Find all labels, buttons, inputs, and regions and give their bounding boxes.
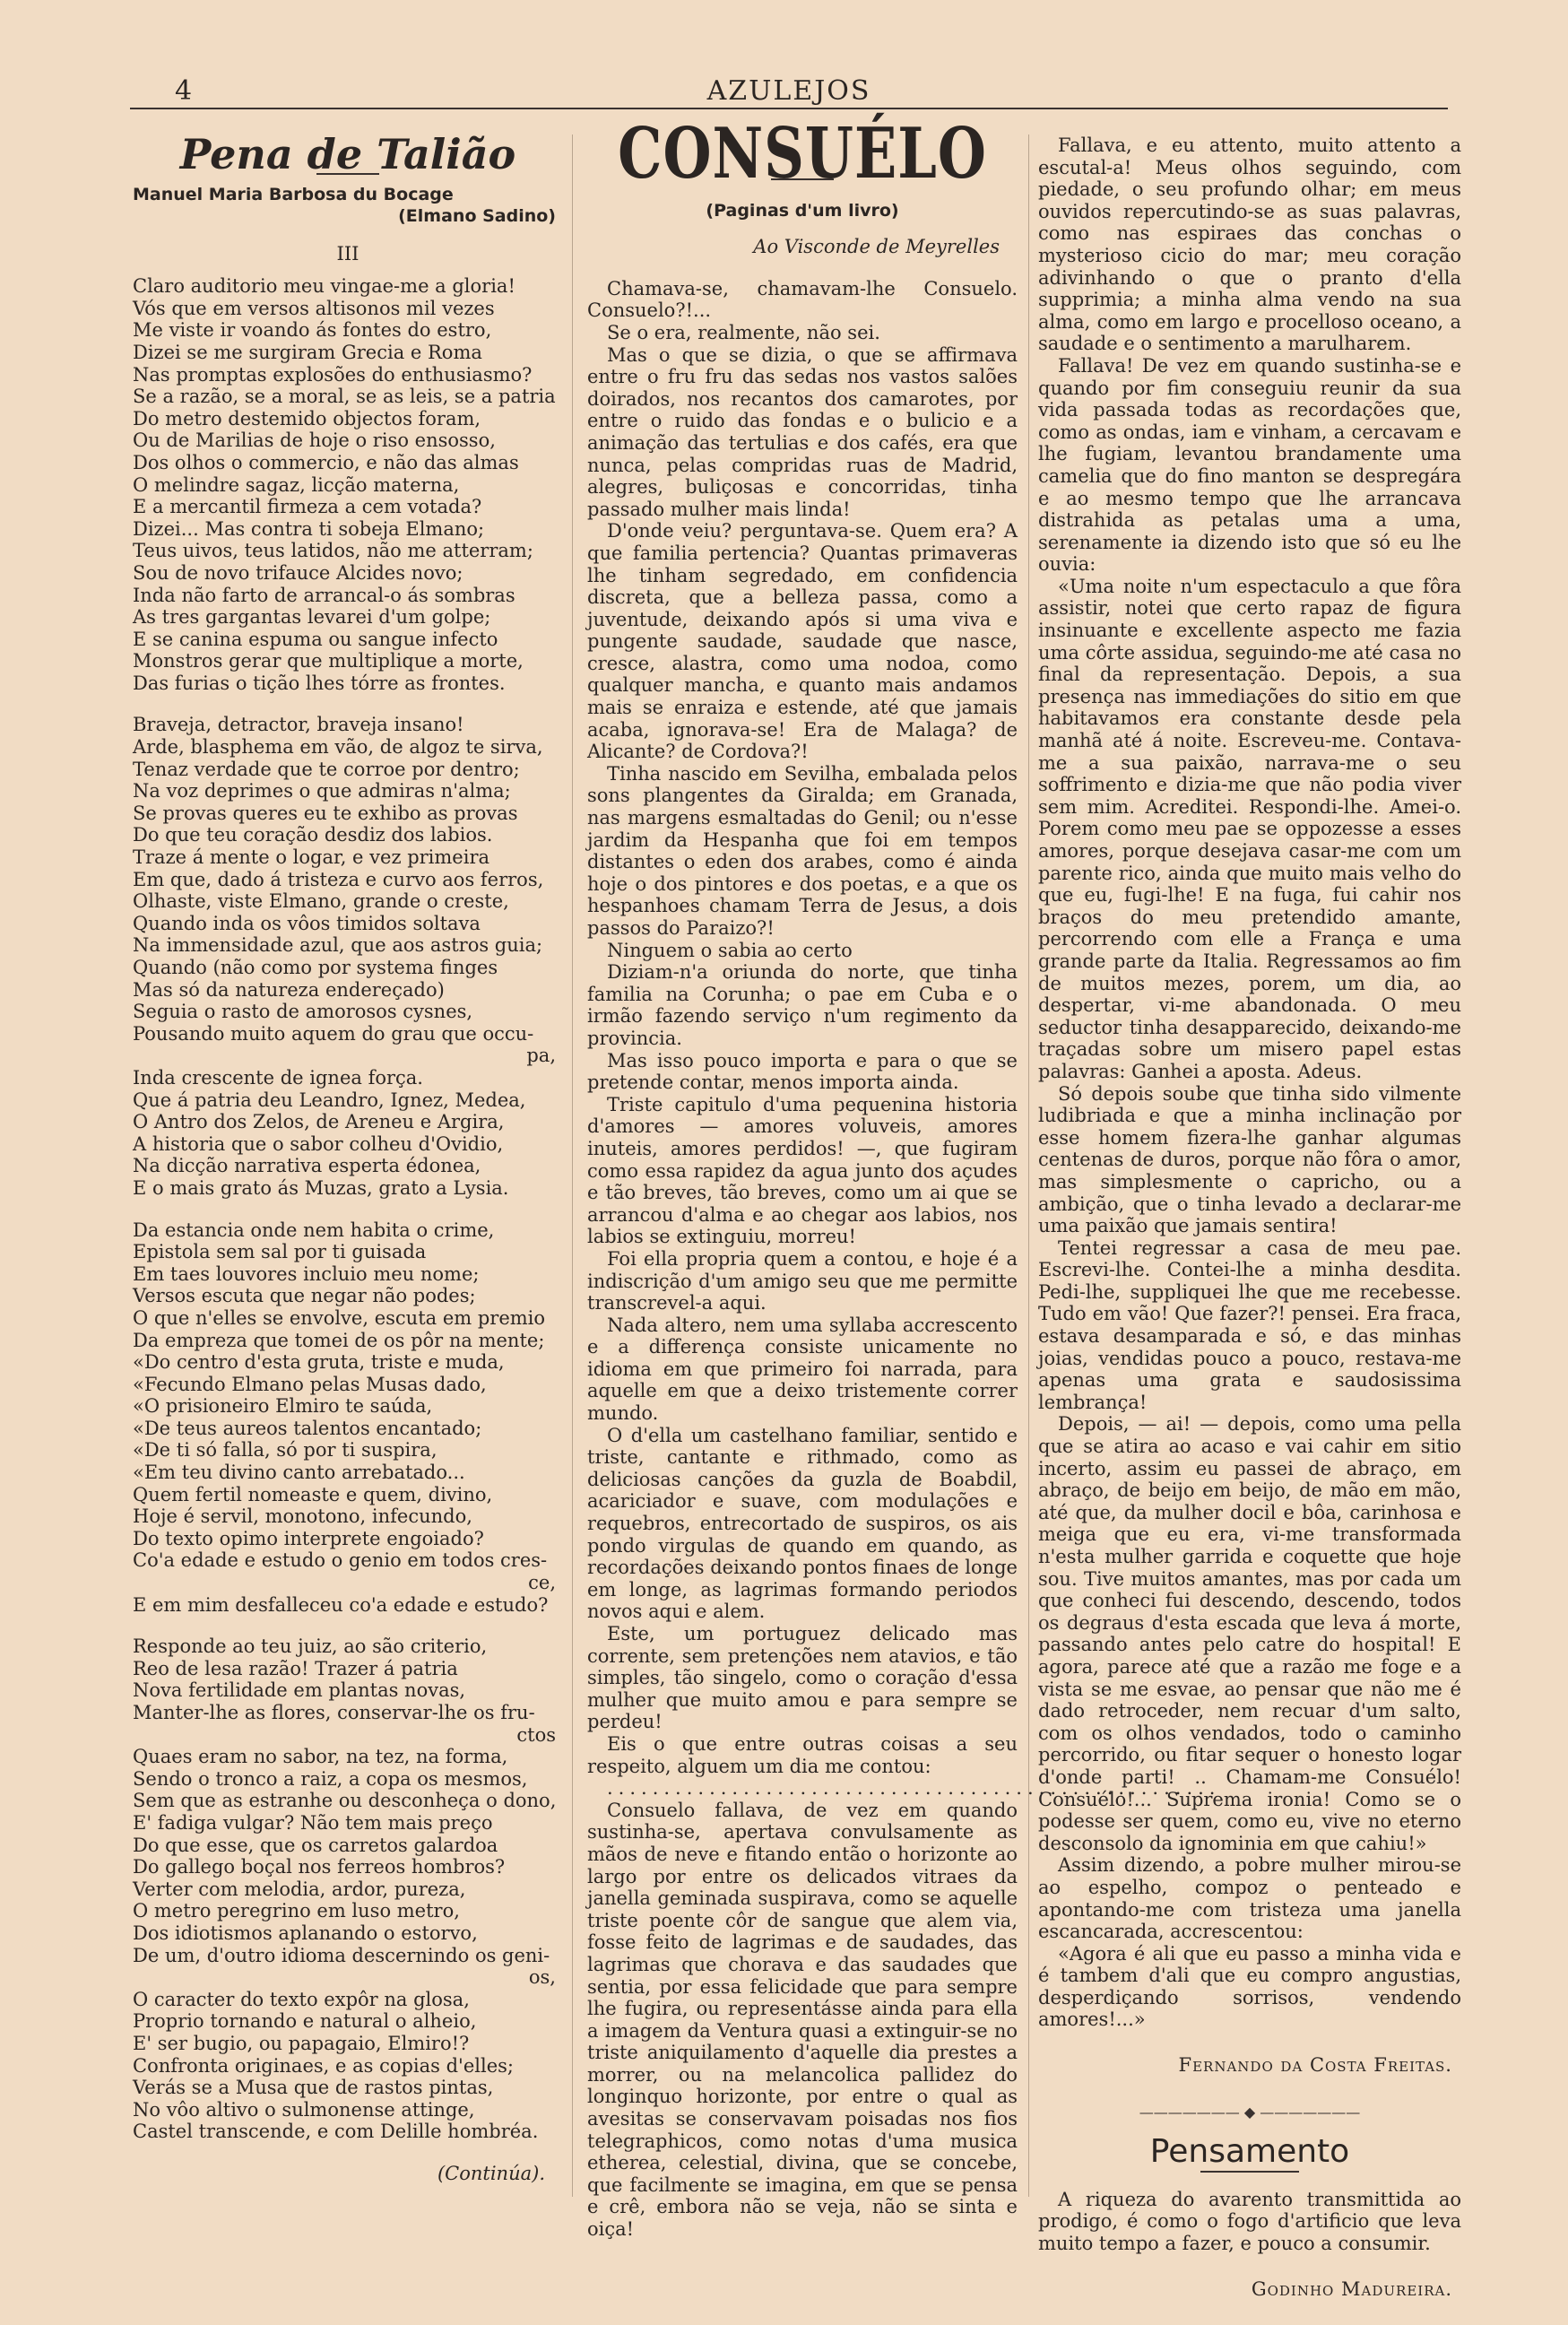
poem-line: Em que, dado á tristeza e curvo aos ferros, bbox=[133, 868, 544, 890]
story-subtitle: (Paginas d'um livro) bbox=[706, 200, 899, 221]
story-paragraph: Tentei regressar a casa de meu pae. Escrevi-lhe. Contei-lhe a minha desdita. Pedi-lhe, suppliquei lhe que me recebesse. Tudo em vão! Que fazer?! pensei. Era fraca, estava desamparada e só, e das minhas joias, vendidas pouco a pouco, restava-me apenas uma grata e saudosissima lembrança! bbox=[1038, 1236, 1461, 1413]
story-paragraph: Depois, — ai! — depois, como uma pella que se atira ao acaso e vai cahir em sitio incerto, assim eu passei de abraço, em abraço, de beijo em beijo, de mão em mão, até que, da mulher docil e bôa, carinhosa e meiga que eu era, vi-me transformada n'esta mulher garrida e coquette que hoje sou. Tive muitos amantes, mas por cada um que conheci fui descendo, descendo, todos os degraus d'esta escada que leva á morte, passando antes pelo catre do hospital! E agora, parece até que a razão me foge e a vista se me esvae, ao pensar que não me é dado retroceder, nem recuar d'um salto, com os olhos vendados, todo o caminho percorrido, ou fitar sequer o honesto logar d'onde parti! .. Chamam-me Consuélo! Consuélo!... Suprema ironia! Como se o podesse ser quem, como eu, vive no eterno desconsolo da ignominia em que cahiu!» bbox=[1038, 1413, 1461, 1854]
poem-line: No vôo altivo o sulmonense attinge, bbox=[133, 2098, 475, 2121]
poem-line: Quando (não como por systema finges bbox=[133, 957, 498, 978]
story-body-part-1 bbox=[587, 277, 1221, 2241]
story-paragraph: D'onde veiu? perguntava-se. Quem era? A que familia pertencia? Quantas primaveras lhe tinham segredado, em confidencia discreta, que a belleza passa, como a juventude, deixando após si uma viva e pungente saudade, saudade que nasce, cresce, alastra, como uma nodoa, como qualquer mancha, e quanto mais andamos mais se enraiza e estende, até que jamais acaba, ignorava-se! Era de Malaga? de Alicante? de Cordova?! bbox=[587, 520, 1018, 763]
poem-line: Do que teu coração desdiz dos labios. bbox=[133, 824, 493, 846]
poem-line: Responde ao teu juiz, ao são criterio, bbox=[133, 1635, 488, 1658]
poem-line: Seguia o rasto de amorosos cysnes, bbox=[133, 1001, 473, 1023]
ornament-divider: ——————— ◆ ——————— bbox=[1139, 2103, 1361, 2121]
continued-note: (Continúa). bbox=[437, 2162, 545, 2184]
poem-line: Tenaz verdade que te corroe por dentro; bbox=[133, 758, 520, 780]
poem-line: pa, bbox=[526, 1045, 556, 1067]
story-paragraph: Nada altero, nem uma syllaba accrescento e a differença consiste unicamente no idioma em que primeiro foi narrada, para aquelle em que a deixo tristemente correr mundo. bbox=[587, 1314, 1018, 1425]
story-paragraph: Consuelo fallava, de vez em quando sustinha-se, apertava convulsamente as mãos de neve e fitando então o horizonte ao largo por entre os delicados vitraes da janella geminada suspirava, como se aquelle triste poente côr de sangue que alem via, fosse feito de lagrimas e de saudades, das lagrimas que chorava e das saudades que sentia, por essa felicidade que para sempre lhe fugira, ou representásse ainda para ella a imagem da Ventura quasi a extinguir-se no triste aniquilamento d'aquelle dia prestes a morrer, ou na melancolica pallidez do longinquo horizonte, por entre o qual as avesitas se conservavam poisadas nos fios telegraphicos, como notas d'uma musica etherea, celestial, divina, que se concebe, que facilmente se imagina, em que se pensa e crê, embora não se veja, não se sinta e oiça! bbox=[587, 1799, 1018, 2241]
poem-line: «De teus aureos talentos encantado; bbox=[133, 1417, 482, 1439]
poem-line: Inda crescente de ignea força. bbox=[133, 1066, 423, 1089]
story-paragraph: Este, um portuguez delicado mas corrente, sem pretenções nem atavios, e tão simples, tão singelo, como o coração d'essa mulher que muito amou e para sempre se perdeu! bbox=[587, 1623, 1018, 1733]
poem-line: Quem fertil nomeaste e quem, divino, bbox=[133, 1483, 493, 1505]
poem-line: Inda não farto de arrancal-o ás sombras bbox=[133, 584, 515, 606]
poem-line: Quando inda os vôos timidos soltava bbox=[133, 912, 481, 934]
poem-line: O caracter do texto expôr na glosa, bbox=[133, 1988, 470, 2010]
poem-line: Se a razão, se a moral, se as leis, se a patria bbox=[133, 386, 556, 408]
poem-line: Verás se a Musa que de rastos pintas, bbox=[133, 2077, 494, 2099]
story-paragraph: Assim dizendo, a pobre mulher mirou-se ao espelho, compoz o penteado e apontando-me com tristeza uma janella escancarada, accrescentou: bbox=[1038, 1854, 1461, 1943]
poem-line: Da estancia onde nem habita o crime, bbox=[133, 1219, 495, 1241]
poem-line: Pousando muito aquem do grau que occu- bbox=[133, 1022, 534, 1045]
story-paragraph: «Uma noite n'um espectaculo a que fôra assistir, notei que certo rapaz de figura insinuante e excellente aspecto me fazia uma côrte assidua, seguindo-me até casa no final da representação. Depois, a sua presença nas immediações do sitio em que habitavamos era constante desde pela manhã até á noite. Escreveu-me. Contava-me a sua paixão, narrava-me o seu soffrimento e dizia-me que não podia viver sem mim. Acreditei. Respondi-lhe. Amei-o. Porem como meu pae se oppozesse a esses amores, porque desejava casar-me com um parente rico, ainda que muito mais velho do que eu, fugi-lhe! E na fuga, fui cahir nos braços do meu pretendido amante, percorrendo com elle a França e uma grande parte da Italia. Regressamos ao fim de muitos mezes, porem, um dia, ao despertar, vi-me abandonada. O meu seductor tinha desapparecido, deixando-me traçadas sobre um misero papel estas palavras: Ganhei a aposta. Adeus. bbox=[1038, 575, 1461, 1082]
poem-line: Monstros gerar que multiplique a morte, bbox=[133, 650, 524, 672]
page-header bbox=[130, 72, 1448, 117]
poem-author: Manuel Maria Barbosa du Bocage bbox=[133, 184, 454, 204]
story-body-part-2 bbox=[1038, 134, 1461, 2031]
poem-stanza bbox=[133, 1635, 563, 2143]
poem-line: Em taes louvores incluio meu nome; bbox=[133, 1262, 480, 1285]
publication-title: AZULEJOS bbox=[706, 75, 871, 107]
story-signature: Fernando da Costa Freitas. bbox=[1178, 2054, 1452, 2077]
poem-line: Vós que em versos altisonos mil vezes bbox=[133, 297, 495, 319]
poem-line: Nova fertilidade em plantas novas, bbox=[133, 1679, 466, 1702]
poem-line: Me viste ir voando ás fontes do estro, bbox=[133, 319, 492, 342]
poem-line: Hoje é servil, monotono, infecundo, bbox=[133, 1505, 472, 1528]
story-continuation-column bbox=[1038, 134, 1461, 2325]
poem-part-number: III bbox=[336, 242, 360, 265]
poem-line: Reo de lesa razão! Trazer á patria bbox=[133, 1657, 458, 1679]
poem-line: Braveja, detractor, braveja insano! bbox=[133, 714, 464, 736]
header-rule bbox=[130, 108, 1448, 109]
story-dedication: Ao Visconde de Meyrelles bbox=[753, 236, 1000, 258]
poem-line: Confronta originaes, e as copias d'elles; bbox=[133, 2054, 514, 2077]
poem-column bbox=[133, 130, 563, 2184]
poem-line: ce, bbox=[528, 1572, 556, 1594]
poem-line: Na immensidade azul, que aos astros guia; bbox=[133, 934, 543, 957]
poem-line: Das furias o tição lhes tórre as frontes. bbox=[133, 672, 506, 694]
poem-line: As tres gargantas levarei d'um golpe; bbox=[133, 606, 491, 629]
page-number: 4 bbox=[175, 75, 193, 107]
thought-signature: Godinho Madureira. bbox=[1251, 2277, 1452, 2300]
thought-text: A riqueza do avarento transmittida ao prodigo, é como o fogo d'artificio que leva muito tempo a fazer, e pouco a consumir. bbox=[1038, 2188, 1461, 2255]
story-paragraph: Mas o que se dizia, o que se affirmava entre o fru fru das sedas nos vastos salões doirados, nos recantos dos camarotes, por entre o ruido das fondas e o bulicio e a animação das tertulias e dos cafés, era que nunca, pelas compridas ruas de Madrid, alegres, buliçosas e concorridas, tinha passado mulher mais linda! bbox=[587, 343, 1018, 520]
poem-line: Manter-lhe as flores, conservar-lhe os fru- bbox=[133, 1702, 535, 1723]
column-divider bbox=[572, 134, 573, 2197]
poem-line: Dizei... Mas contra ti sobeja Elmano; bbox=[133, 517, 485, 540]
poem-pseudonym: (Elmano Sadino) bbox=[398, 205, 556, 226]
poem-body bbox=[133, 275, 563, 2143]
story-paragraph: Foi ella propria quem a contou, e hoje é a indiscrição d'um amigo seu que me permitte transcrevel-a aqui. bbox=[587, 1247, 1018, 1314]
poem-line: Sem que as estranhe ou desconheça o dono, bbox=[133, 1790, 557, 1812]
thought-rule bbox=[1200, 2171, 1299, 2173]
poem-title: Pena de Talião bbox=[179, 130, 516, 178]
story-paragraph: Eis o que entre outras coisas a seu respeito, alguem um dia me contou: bbox=[587, 1732, 1018, 1777]
poem-line: O Antro dos Zelos, de Areneu e Argira, bbox=[133, 1111, 505, 1133]
story-paragraph: Fallava! De vez em quando sustinha-se e quando por fim conseguiu reunir da sua vida passada todas as recordações que, como as ondas, iam e vinham, a cercavam e lhe fugiam, levantou brandamente uma camelia que do fino manton se despregára e ao mesmo tempo que lhe arrancava distrahida as petalas uma a uma, serenamente ia dizendo isto que só eu lhe ouvia: bbox=[1038, 354, 1461, 576]
poem-line: Na dicção narrativa esperta édonea, bbox=[133, 1155, 481, 1177]
poem-line: E se canina espuma ou sangue infecto bbox=[133, 628, 498, 650]
thought-title: Pensamento bbox=[1149, 2133, 1350, 2171]
poem-line: Proprio tornando e natural o alheio, bbox=[133, 2010, 477, 2033]
poem-line: De um, d'outro idioma descernindo os geni- bbox=[133, 1944, 550, 1966]
story-column bbox=[587, 112, 1221, 2241]
poem-line: Sendo o tronco a raiz, a copa os mesmos, bbox=[133, 1767, 528, 1790]
poem-line: Na voz deprimes o que admiras n'alma; bbox=[133, 780, 511, 802]
story-paragraph: O d'ella um castelhano familiar, sentido e triste, cantante e rithmado, como as deliciosas canções da guzla de Boabdil, acariciador e suave, com modulações e requebros, entrecortado de suspiros, os ais pondo virgulas de quando em quando, as recordações deixando pontos finaes de longe em longe, as lagrimas formando periodos novos aqui e alem. bbox=[587, 1424, 1018, 1623]
poem-line: Arde, blasphema em vão, de algoz te sirva, bbox=[133, 736, 543, 759]
poem-line: O melindre sagaz, licção materna, bbox=[133, 473, 460, 496]
poem-line: ctos bbox=[516, 1723, 556, 1746]
poem-line: os, bbox=[528, 1966, 556, 1989]
poem-line: O metro peregrino em luso metro, bbox=[133, 1900, 460, 1922]
poem-line: Quaes eram no sabor, na tez, na forma, bbox=[133, 1746, 508, 1768]
poem-line: Traze á mente o logar, e vez primeira bbox=[133, 846, 490, 869]
story-paragraph: Chamava-se, chamavam-lhe Consuelo. Consuelo?!... bbox=[587, 277, 1018, 322]
poem-line: «Do centro d'esta gruta, triste e muda, bbox=[133, 1351, 505, 1374]
poem-line: Da empreza que tomei de os pôr na mente; bbox=[133, 1329, 545, 1351]
poem-line: «De ti só falla, só por ti suspira, bbox=[133, 1439, 437, 1462]
poem-stanza bbox=[133, 275, 563, 694]
poem-line: E em mim desfalleceu co'a edade e estudo? bbox=[133, 1593, 549, 1616]
poem-line: Do que esse, que os carretos galardoa bbox=[133, 1834, 498, 1856]
poem-stanza bbox=[133, 714, 563, 1199]
poem-line: Claro auditorio meu vingae-me a gloria! bbox=[133, 275, 515, 298]
poem-line: Co'a edade e estudo o genio em todos cres- bbox=[133, 1549, 548, 1572]
poem-line: Nas promptas explosões do enthusiasmo? bbox=[133, 363, 533, 386]
poem-line: E' ser bugio, ou papagaio, Elmiro!? bbox=[133, 2032, 470, 2054]
story-title: CONSUÉLO bbox=[618, 112, 987, 195]
poem-line: Se provas queres eu te exhibo as provas bbox=[133, 802, 518, 824]
column-divider bbox=[1028, 134, 1029, 2197]
poem-line: E a mercantil firmeza a cem votada? bbox=[133, 496, 482, 518]
story-paragraph: Tinha nascido em Sevilha, embalada pelos sons plangentes da Giralda; em Granada, nas margens esmaltadas do Genil; ou n'esse jardim da Hespanha que foi em tempos distantes o eden dos arabes, como é ainda hoje o dos pintores e dos poetas, e a que os hespanhoes chamam Terra de Jesus, a dois passos do Paraizo?! bbox=[587, 762, 1018, 939]
poem-author-block bbox=[133, 184, 563, 227]
story-paragraph: Ninguem o sabia ao certo bbox=[607, 939, 853, 961]
poem-line: «Fecundo Elmano pelas Musas dado, bbox=[133, 1373, 487, 1395]
story-paragraph: «Agora é ali que eu passo a minha vida e é tambem d'ali que eu compro angustias, desperdiçando sorrisos, vendendo amores!...» bbox=[1038, 1942, 1461, 2031]
story-paragraph: Triste capitulo d'uma pequenina historia d'amores — amores voluveis, amores inuteis, amores perdidos! —, que fugiram como essa rapidez da agua junto dos açudes e tão breves, tão breves, como um ai que se arrancou d'alma e ao chegar aos labios, nos labios se extinguiu, morreu! bbox=[587, 1093, 1018, 1248]
poem-line: Dos olhos o commercio, e não das almas bbox=[133, 451, 519, 473]
poem-line: Do gallego boçal nos ferreos hombros? bbox=[133, 1856, 506, 1878]
poem-line: Dizei se me surgiram Grecia e Roma bbox=[133, 341, 482, 363]
poem-stanza bbox=[133, 1219, 563, 1617]
poem-line: «O prisioneiro Elmiro te saúda, bbox=[133, 1395, 433, 1418]
poem-line: Verter com melodia, ardor, pureza, bbox=[133, 1878, 466, 1900]
poem-line: Teus uivos, teus latidos, não me atterram; bbox=[133, 540, 533, 562]
poem-line: E o mais grato ás Muzas, grato a Lysia. bbox=[133, 1176, 509, 1199]
poem-line: Que á patria deu Leandro, Ignez, Medea, bbox=[133, 1089, 526, 1111]
poem-line: A historia que o sabor colheu d'Ovidio, bbox=[133, 1132, 504, 1155]
poem-line: Do metro destemido objectos foram, bbox=[133, 407, 481, 429]
story-paragraph: Fallava, e eu attento, muito attento a escutal-a! Meus olhos seguindo, com piedade, o seu profundo olhar; em meus ouvidos repercutindo-se as suas palavras, como nas espiraes das conchas o mysterioso cicio do mar; meu coração adivinhando o que o pranto d'ella supprimia; a minha alma vendo na sua alma, como em largo e procelloso oceano, a saudade e o sentimento a marulharem. bbox=[1038, 134, 1461, 355]
story-paragraph: Mas isso pouco importa e para o que se pretende contar, menos importa ainda. bbox=[587, 1049, 1018, 1094]
poem-line: Dos idiotismos aplanando o estorvo, bbox=[133, 1922, 478, 1944]
poem-line: Do texto opimo interprete engoiado? bbox=[133, 1527, 484, 1549]
poem-line: Mas só da natureza endereçado) bbox=[133, 978, 445, 1001]
story-paragraph: ...................................................... bbox=[607, 1777, 1221, 1800]
story-paragraph: Diziam-n'a oriunda do norte, que tinha familia na Corunha; o pae em Cuba e o irmão fazendo serviço n'um regimento da provincia. bbox=[587, 961, 1018, 1049]
poem-line: Epistola sem sal por ti guisada bbox=[133, 1241, 427, 1263]
poem-line: E' fadiga vulgar? Não tem mais preço bbox=[133, 1811, 493, 1834]
story-paragraph: Só depois soube que tinha sido vilmente ludibriada e que a minha inclinação por esse homem fizera-lhe ganhar algumas centenas de duros, porque não fôra o amor, mas simplesmente o capricho, ou a ambição, que o tinha levado a declarar-me uma paixão que jamais sentira! bbox=[1038, 1082, 1461, 1237]
poem-line: Olhaste, viste Elmano, grande o creste, bbox=[133, 890, 509, 913]
poem-line: Versos escuta que negar não podes; bbox=[133, 1285, 476, 1307]
poem-line: O que n'elles se envolve, escuta em premio bbox=[133, 1306, 546, 1329]
poem-line: Ou de Marilias de hoje o riso ensosso, bbox=[133, 429, 496, 452]
poem-line: «Em teu divino canto arrebatado... bbox=[133, 1462, 465, 1484]
story-paragraph: Se o era, realmente, não sei. bbox=[607, 321, 880, 343]
poem-line: Castel transcende, e com Delille hombréa. bbox=[133, 2121, 539, 2143]
poem-line: Sou de novo trifauce Alcides novo; bbox=[133, 561, 463, 584]
